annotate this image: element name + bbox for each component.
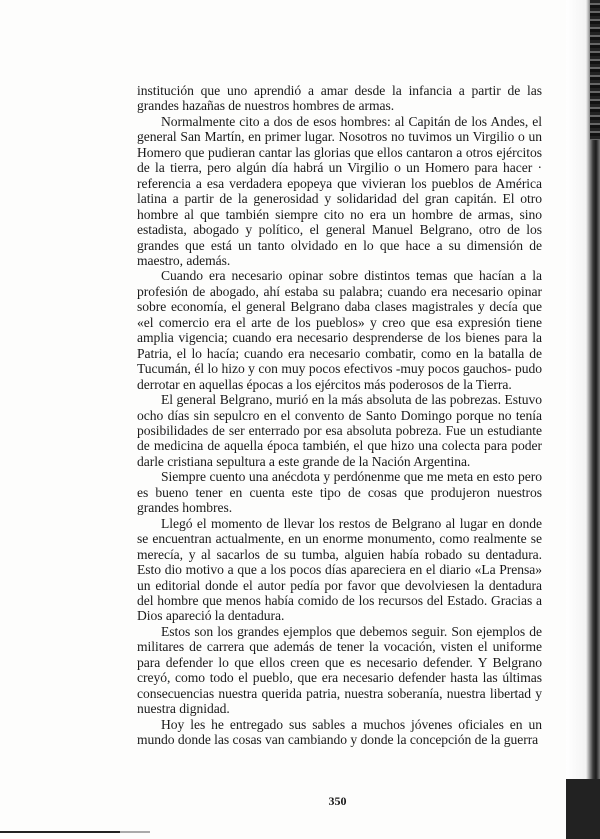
paragraph: Cuando era necesario opinar sobre distintos temas que hacían a la profesión de abogado, ahí estaba su palabra; cuando era necesario opinar sobre economía, el general Belgrano daba clases magistrales y decía que «el comercio era el arte de los pueblos» y creo que esa expresión tiene amplia vigencia; cuando era necesario desprenderse de los bienes para la Patria, el lo hacía; cuando era necesario combatir, como en la batalla de Tucumán, él lo hizo y con muy pocos efectivos -muy pocos gauchos- pudo derrotar en aquellas épocas a los ejércitos más poderosos de la Tierra. bbox=[137, 268, 542, 392]
scan-corner-shadow bbox=[566, 779, 600, 839]
paragraph: El general Belgrano, murió en la más absoluta de las pobrezas. Estuvo ocho días sin sepulcro en el convento de Santo Domingo porque no tenía posibilidades de ser enterrado por esa absoluta pobreza. Fue un estudiante de medicina de aquella época también, el que hizo una colecta para poder darle cristiana sepultura a este grande de la Nación Argentina. bbox=[137, 392, 542, 469]
paragraph: institución que uno aprendió a amar desde la infancia a partir de las grandes hazañas de nuestros hombres de armas. bbox=[137, 83, 542, 114]
paragraph: Hoy les he entregado sus sables a muchos jóvenes oficiales en un mundo donde las cosas van cambiando y donde la concepción de la guerra bbox=[137, 716, 542, 748]
scan-edge-texture bbox=[590, 0, 600, 140]
paragraph: Llegó el momento de llevar los restos de Belgrano al lugar en donde se encuentran actualmente, en un enorme monumento, como realmente se merecía, y al sacarlos de su tumba, alguien había robado su dentadura. Esto dio motivo a que a los pocos días apareciera en el diario «La Prensa» un editorial donde el autor pedía por favor que devolviesen la dentadura del hombre que menos había comido de los recursos del Estado. Gracias a Dios apareció la dentadura. bbox=[137, 515, 542, 624]
paragraph: Siempre cuento una anécdota y perdónenme que me meta en esto pero es bueno tener en cuenta este tipo de cosas que produjeron nuestros grandes hombres. bbox=[137, 469, 542, 516]
page-number: 350 bbox=[328, 794, 347, 808]
paragraph: Estos son los grandes ejemplos que debemos seguir. Son ejemplos de militares de carrera que además de tener la vocación, visten el uniforme para defender lo que ellos creen que es necesario defender. Y Belgrano creyó, como todo el pueblo, que era necesario defender hasta las últimas consecuencias nuestra querida patria, nuestra soberanía, nuestra libertad y nuestra dignidad. bbox=[137, 623, 542, 717]
body-text bbox=[137, 83, 542, 747]
paragraph: Normalmente cito a dos de esos hombres: al Capitán de los Andes, el general San Martín, en primer lugar. Nosotros no tuvimos un Virgilio o un Homero que pudieran cantar las glorias que ellos cantaron a otros ejércitos de la tierra, pero algún día habrá un Virgilio o un Homero para hacer · referencia a esa verdadera epopeya que vivieran los pueblos de América latina a partir de la generosidad y solidaridad del gran capitán. El otro hombre al que también siempre cito no era un hombre de armas, sino estadista, abogado y político, el general Manuel Belgrano, otro de los grandes que está un tanto olvidado en lo que hace a su dimensión de maestro, además. bbox=[137, 113, 542, 268]
scan-bottom-edge bbox=[0, 831, 566, 833]
